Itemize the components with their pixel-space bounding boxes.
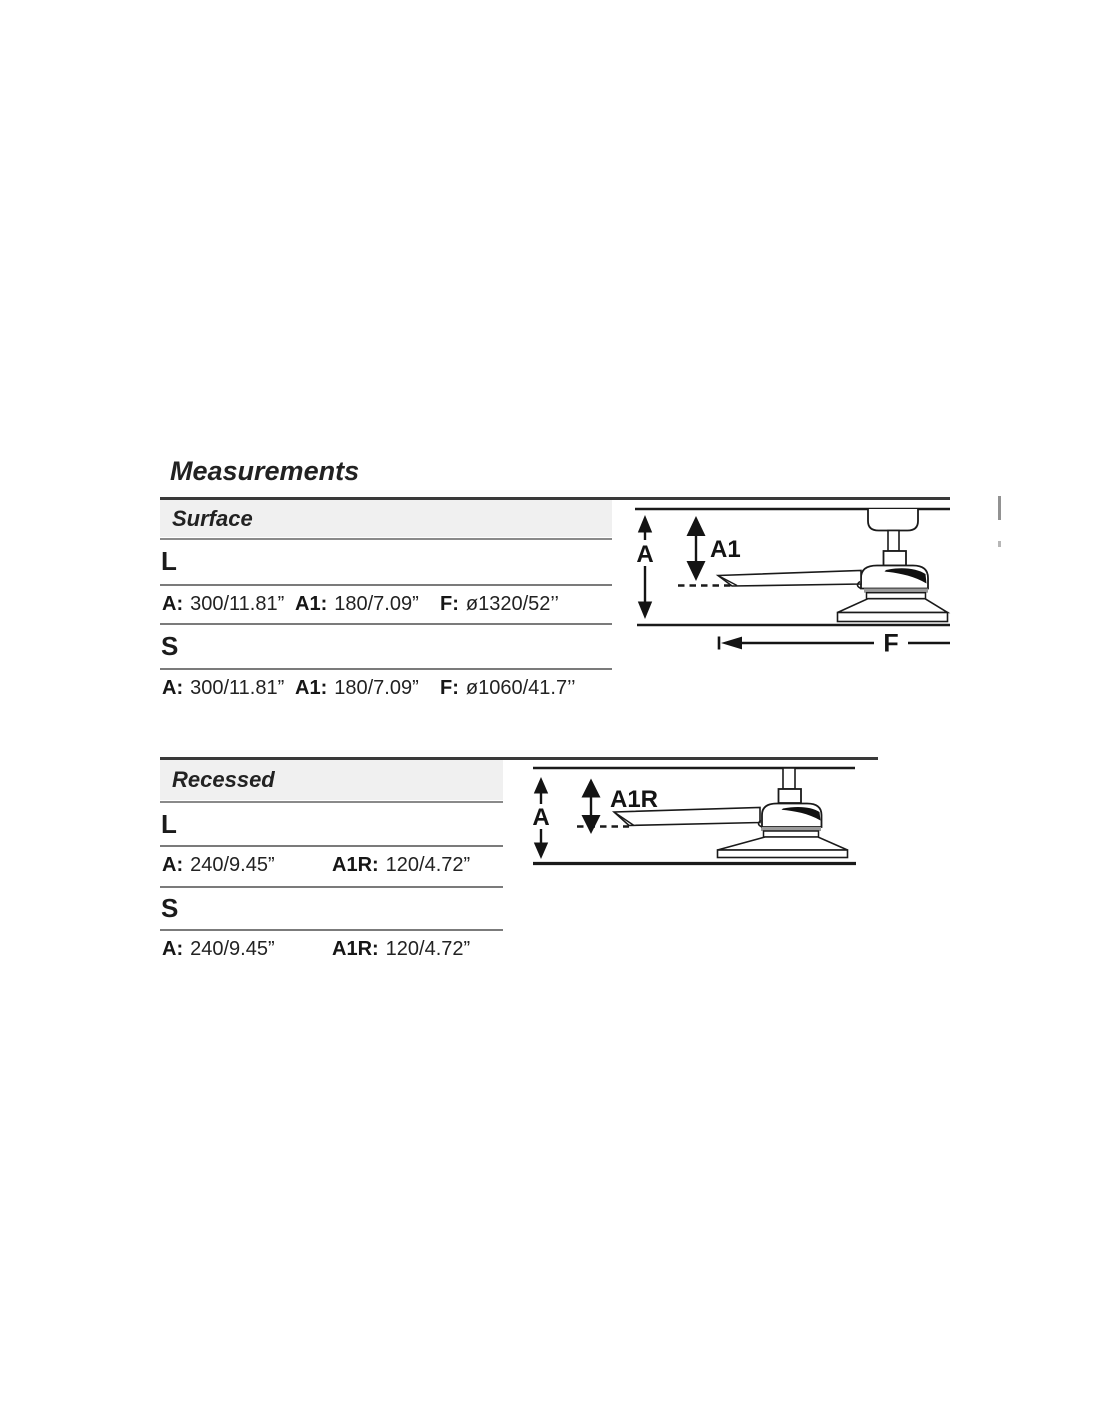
- rod-coupling: [779, 789, 802, 803]
- arrowhead-up-icon: [687, 516, 706, 536]
- variant-row-l: L: [161, 546, 177, 576]
- variant-row-s: S: [161, 893, 179, 923]
- arrowhead-down-icon: [687, 561, 706, 581]
- surface-mount-diagram: [630, 500, 952, 658]
- spec-value: 180/7.09”: [334, 677, 419, 699]
- arrowhead-up-icon: [638, 515, 652, 533]
- downrod: [783, 768, 795, 789]
- spec-value: 240/9.45”: [190, 938, 275, 960]
- ceiling-fan-illustration: [718, 509, 948, 622]
- spec-label: A:: [162, 677, 184, 699]
- variant-row-l: L: [161, 809, 177, 839]
- spec-value: 180/7.09”: [334, 593, 419, 615]
- canopy: [868, 509, 918, 531]
- spec-value: 120/4.72”: [385, 938, 471, 960]
- page-title: Measurements: [170, 456, 360, 486]
- recessed-header-label: Recessed: [172, 767, 275, 792]
- spec-label: A:: [162, 854, 184, 876]
- spec-f: [440, 586, 559, 622]
- spec-label: A1R:: [332, 854, 379, 876]
- dimension-arrow-a: [530, 777, 552, 859]
- spec-row: [160, 670, 950, 706]
- arrowhead-up-icon: [582, 779, 601, 798]
- spec-row: [160, 931, 878, 968]
- light-shade-cone: [838, 599, 948, 613]
- rule: [160, 801, 503, 803]
- spec-value: 300/11.81”: [190, 593, 285, 615]
- spec-label: A1:: [295, 677, 328, 699]
- scan-artifact: [998, 496, 1001, 520]
- spec-a: [162, 847, 275, 884]
- rule: [160, 886, 503, 888]
- dim-label-a1r: A1R: [610, 786, 659, 813]
- light-shade-cone: [718, 837, 848, 850]
- arrowhead-down-icon: [638, 602, 652, 620]
- downrod: [888, 531, 899, 552]
- spec-f: [440, 670, 576, 706]
- spec-label: F:: [440, 677, 459, 699]
- variant-row-s: S: [161, 630, 179, 661]
- spec-a: [162, 931, 275, 968]
- rule: [160, 623, 612, 625]
- arrowhead-up-icon: [534, 777, 548, 794]
- spec-a1: [295, 586, 419, 622]
- shade-rim: [838, 613, 948, 622]
- scan-artifact: [998, 541, 1001, 547]
- shade-ring: [764, 831, 819, 837]
- spec-label: A:: [162, 593, 184, 615]
- recessed-mount-diagram: [527, 762, 861, 870]
- dimension-arrow-a: [634, 515, 656, 619]
- arrowhead-down-icon: [582, 815, 601, 834]
- shade-rim: [718, 850, 848, 858]
- spec-a: [162, 586, 284, 622]
- spec-value: 300/11.81”: [190, 677, 285, 699]
- fan-blade: [718, 571, 861, 587]
- spec-value: 120/4.72”: [385, 854, 471, 876]
- recessed-table-header: [160, 760, 503, 800]
- arrowhead-down-icon: [534, 843, 548, 860]
- dim-label-a1: A1: [710, 536, 741, 563]
- spec-a1r: [332, 847, 470, 884]
- dimension-arrow-a1: [687, 516, 741, 581]
- dim-label-f: F: [883, 629, 899, 658]
- dimension-arrow-f: [719, 630, 950, 658]
- spec-a1r: [332, 931, 470, 968]
- spec-value: 240/9.45”: [190, 854, 275, 876]
- shade-ring: [867, 593, 926, 599]
- surface-header-label: Surface: [172, 506, 253, 531]
- dim-label-a: A: [636, 541, 654, 568]
- spec-a: [162, 670, 284, 706]
- spec-value: ø1060/41.7’’: [465, 677, 576, 699]
- rod-coupling: [884, 551, 907, 566]
- dim-label-a: A: [532, 804, 550, 831]
- spec-label: A:: [162, 938, 184, 960]
- spec-value: ø1320/52’’: [465, 593, 559, 615]
- spec-label: A1R:: [332, 938, 379, 960]
- arrowhead-left-icon: [721, 637, 742, 650]
- spec-label: F:: [440, 593, 459, 615]
- rule: [160, 538, 612, 540]
- surface-table-header: [160, 500, 612, 537]
- spec-a1: [295, 670, 419, 706]
- spec-label: A1:: [295, 593, 328, 615]
